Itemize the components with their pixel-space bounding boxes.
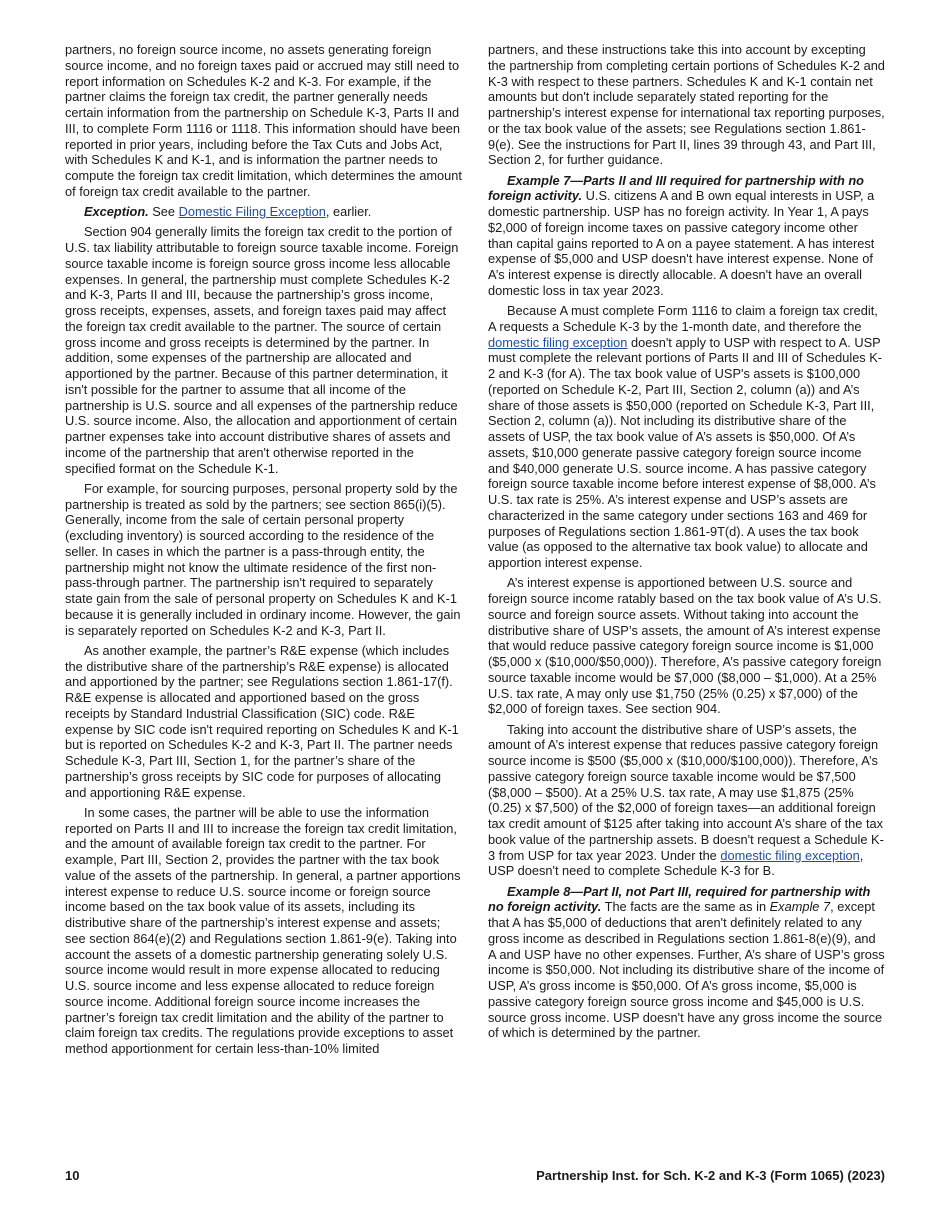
form-1116-paragraph — [488, 303, 885, 571]
domestic-filing-exception-link-2[interactable]: domestic filing exception — [488, 334, 628, 350]
example-7-paragraph — [488, 173, 885, 299]
exception-paragraph — [65, 204, 462, 220]
left-paragraph-continued: partners, no foreign source income, no assets generating foreign source income, and no foreign taxes paid or accrued may still need to report information on Schedules K-2 and K-3. For example, if the partner claims the foreign tax credit, the partner generally needs certain information from the partnership on Schedule K-3, Parts II and III, to complete Form 1116 or 1118. This information should have been reported in prior years, including before the Tax Cuts and Jobs Act, with Schedules K and K-1, and is information the partner needs to compute the foreign tax credit limitation, which determines the amount of foreign tax credit available to the partner. — [65, 42, 462, 199]
left-column — [65, 42, 462, 1061]
sourcing-example-paragraph: For example, for sourcing purposes, personal property sold by the partnership is treated as sold by the partners; see section 865(i)(5). Generally, income from the sale of certain personal property (excluding inventory) is sourced according to the residence of the seller. In cases in which the partner is a pass-through entity, the partnership might not know the ultimate residence of the first non-pass-through partner. The partnership isn't required to separately state gain from the sale of personal property on Schedules K and K-1 because it is generally included in ordinary income. However, the gain is separately reported on Schedules K-2 and K-3, Part II. — [65, 480, 461, 638]
page-footer — [65, 1168, 885, 1186]
usp-assets-paragraph — [488, 722, 885, 880]
right-column — [488, 42, 885, 1046]
domestic-filing-exception-link-3[interactable]: domestic filing exception — [720, 847, 860, 863]
exception-see: See — [148, 204, 179, 219]
interest-apportionment-paragraph: A’s interest expense is apportioned between U.S. source and foreign source income ratably based on the tax book value of A’s U.S. source and foreign source assets. Without taking into account the distributive share of USP’s assets, the amount of A’s interest expense that would reduce passive category foreign source income is $1,000 ($5,000 x ($10,000/$50,000)). Therefore, A’s passive category foreign source taxable income would be $7,000 ($8,000 – $1,000). At a 25% U.S. tax rate, A may only use $1,750 (25% (0.25) x $7,000) of the $2,000 of foreign taxes. See section 904. — [488, 575, 882, 717]
section-904-paragraph: Section 904 generally limits the foreign tax credit to the portion of U.S. tax liability attributable to foreign source taxable income. Foreign source taxable income is foreign source gross income less allocable expenses. In general, the partnership must complete Schedules K-2 and K-3, Parts II and III, because the partnership’s gross income, gross receipts, expenses, assets, and foreign taxes paid may affect the foreign tax credit available to the partner. The source of certain gross income and gross receipts is determined by the partner. In addition, some expenses of the partnership are allocated and apportioned by the partner. Because of this partner determination, it isn't possible for the partner to assume that all income of the partnership is U.S. source and all expenses of the partnership reduce U.S. source income. Also, the allocation and apportionment of certain partner expenses take into account distributive shares of assets and income of the partnership that aren't otherwise reported in the specified format on the Schedule K-1. — [65, 224, 459, 476]
example-8-text-1: The facts are the same as in — [601, 899, 770, 915]
exception-after: , earlier. — [325, 204, 372, 219]
domestic-filing-exception-link[interactable]: Domestic Filing Exception — [178, 204, 326, 219]
example-7-lead: Example 7—Parts II and III required for partnership with no foreign activity. — [488, 172, 864, 204]
right-paragraph-continued: partners, and these instructions take this into account by excepting the partnership from completing certain portions of Schedules K-2 and K-3 with respect to these partners. Schedules K and K-1 contain net amounts but don't include separately stated reporting for the partnership’s interest expense for international tax reporting purposes, or the tax book value of the assets; see Regulations section 1.861-9(e). See the instructions for Part II, lines 39 through 43, and Part III, Section 2, for further guidance. — [488, 42, 885, 168]
running-title: Partnership Inst. for Sch. K-2 and K-3 (Form 1065) (2023) — [536, 1168, 885, 1183]
example-8-lead: Example 8—Part II, not Part III, required for partnership with no foreign activity. — [488, 883, 871, 915]
increase-limitation-paragraph: In some cases, the partner will be able to use the information reported on Parts II and III to increase the foreign tax credit limitation, and the amount of available foreign tax credit to the partner. For example, Part III, Section 2, provides the partner with the tax book value of the assets of the partnership. In general, a partner apportions interest expense to reduce U.S. source income or foreign source income based on the tax book value of its assets, including its distributive share of the partnership’s interest expense and assets; see section 864(e)(2) and Regulations section 1.861-9(e). Taking into account the assets of a domestic partnership generating solely U.S. source income would result in more expense allocated to reducing U.S. source income and less expense allocated to reduce foreign source income. Additional foreign source income increases the partner’s foreign tax credit limitation and the ability of the partner to claim foreign tax credits. The regulations provide exceptions to asset method apportionment for certain less-than-10% limited — [65, 804, 461, 1056]
form-1116-text-before: Because A must complete Form 1116 to claim a foreign tax credit, A requests a Schedule K-3 by the 1-month date, and therefore the — [488, 303, 878, 334]
form-1116-text-after: doesn't apply to USP with respect to A. USP must complete the relevant portions of Parts II and III of Schedules K-2 and K-3 (for A). The tax book value of USP's assets is $100,000 (reported on Schedule K-2, Part III, Section 2, column (a)) and A’s share of those assets is $50,000 (reported on Schedule K-3, Part III, Section 2, column (a)). Not including its distributive share of the assets of USP, the tax book value of A’s assets is $50,000. Of A’s assets, $10,000 generate passive category foreign source income and $40,000 generate U.S. source income. A has passive category foreign source taxable income before interest expense of $8,000. A’s U.S. tax rate is 25%. A’s interest expense and USP’s assets are characterized in the same category under sections 163 and 469 for purposes of Regulations section 1.861-9T(d). A uses the tax book value (as opposed to the alternative tax book value) to allocate and apportion interest expense. — [488, 334, 883, 570]
example-7-reference: Example 7 — [769, 899, 831, 915]
example-8-paragraph — [488, 884, 885, 1042]
page-number: 10 — [65, 1168, 80, 1183]
exception-lead: Exception. — [84, 204, 149, 219]
example-8-text-2: , except that A has $5,000 of deductions that aren't definitely related to any gross income as described in Regulations section 1.861-8(e)(9), and A and USP have no other expenses. Further, A’s share of USP’s gross income is $50,000. Not including its distributive share of the income of USP, A’s gross income is $50,000. Of A’s gross income, $5,000 is passive category foreign source gross income and $45,000 is U.S. source gross income. USP doesn't have any gross income the source of which is determined by the partner. — [488, 899, 885, 1041]
usp-assets-text-after: , USP doesn't need to complete Schedule K-3 for B. — [488, 847, 864, 879]
usp-assets-text-before: Taking into account the distributive share of USP’s assets, the amount of A’s interest expense that reduces passive category foreign source income is $500 ($5,000 x ($10,000/$100,000)). Therefore, A’s passive category foreign source taxable income would be $7,500 ($8,000 – $500). At a 25% U.S. tax rate, A may use $1,875 (25% (0.25) x $7,500) of the $2,000 of foreign taxes—an additional foreign tax credit amount of $125 after taking into account A’s share of the tax book value of the partnership assets. B doesn't request a Schedule K-3 from USP for tax year 2023. Under the — [488, 721, 884, 863]
re-expense-paragraph: As another example, the partner’s R&E expense (which includes the distributive share of the partnership’s R&E expense) is allocated and apportioned by the partner; see Regulations section 1.861-17(f). R&E expense is allocated and apportioned based on the gross receipts by Standard Industrial Classification (SIC) code. R&E expense by SIC code isn't required reporting on Schedules K and K-1 but is reported on Schedules K-2 and K-3, Part II. The partner needs Schedule K-3, Part III, Section 1, for the partner’s share of the partnership’s gross receipts by SIC code for purposes of allocating and apportioning R&E expense. — [65, 642, 459, 800]
example-7-text: U.S. citizens A and B own equal interests in USP, a domestic partnership. USP has no foreign activity. In Year 1, A pays $2,000 of foreign income taxes on passive category income other than capital gains reported to A on a payee statement. A has interest expense of $5,000 and USP doesn't have interest expense. None of A’s interest expense is directly allocable. A doesn't have an overall domestic loss in tax year 2023. — [488, 188, 875, 298]
